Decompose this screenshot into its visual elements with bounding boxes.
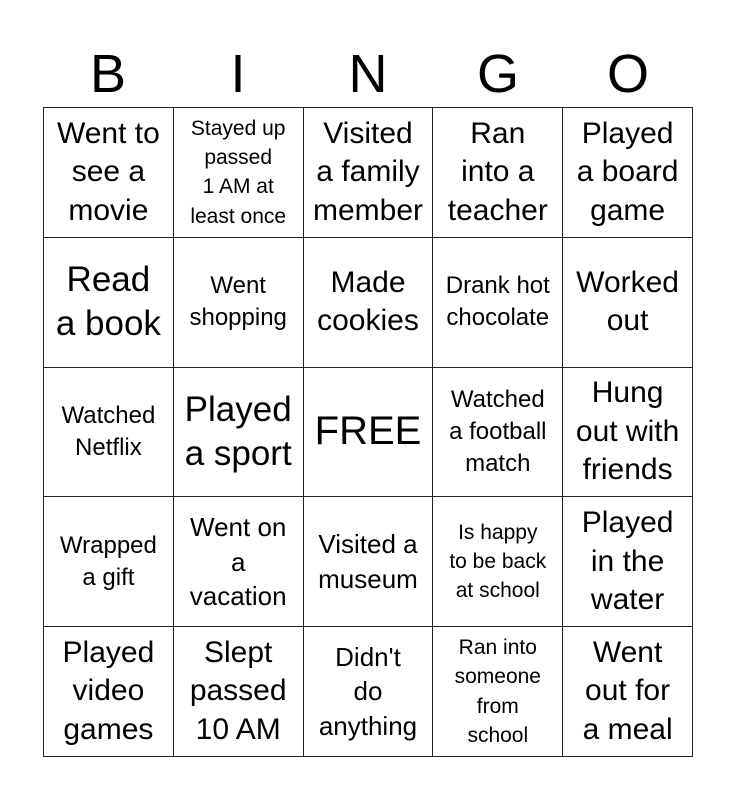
cell-text: Ran into a teacher — [447, 116, 548, 227]
cell-text: Watched a football match — [449, 386, 547, 477]
header-letter-g: G — [476, 44, 519, 104]
bingo-cell[interactable] — [174, 108, 304, 238]
header-letter-o: O — [606, 44, 649, 104]
bingo-cell[interactable] — [433, 108, 563, 238]
cell-text: Worked out — [576, 265, 679, 338]
bingo-cell[interactable] — [174, 368, 304, 498]
bingo-cell[interactable] — [563, 238, 693, 368]
cell-text: Made cookies — [317, 265, 419, 338]
cell-text: Stayed up passed 1 AM at least once — [190, 116, 287, 228]
cell-text: Played video games — [62, 636, 155, 746]
cell-text: Didn't do anything — [318, 641, 418, 741]
bingo-cell[interactable] — [563, 368, 693, 498]
cell-text: Played in the water — [581, 506, 674, 616]
free-space[interactable] — [304, 368, 434, 498]
bingo-cell[interactable] — [44, 368, 174, 498]
cell-text: Wrapped a gift — [59, 531, 157, 591]
bingo-cell[interactable] — [433, 368, 563, 498]
cell-text: Hung out with friends — [575, 376, 680, 487]
cell-text: Played a sport — [184, 389, 292, 473]
cell-text: Is happy to be back at school — [449, 520, 547, 603]
cell-text: Slept passed 10 AM — [189, 636, 287, 746]
cell-text: Went to see a movie — [56, 116, 160, 227]
cell-text: Played a board game — [576, 116, 679, 227]
cell-text: Visited a family member — [312, 116, 423, 227]
bingo-cell[interactable] — [174, 238, 304, 368]
bingo-cell[interactable] — [44, 497, 174, 627]
bingo-cell[interactable] — [433, 497, 563, 627]
cell-text: Drank hot chocolate — [445, 272, 550, 332]
bingo-cell[interactable] — [44, 238, 174, 368]
bingo-cell[interactable] — [304, 497, 434, 627]
bingo-cell[interactable] — [304, 627, 434, 757]
cell-text: Watched Netflix — [61, 402, 156, 461]
bingo-cell[interactable] — [563, 497, 693, 627]
bingo-cell[interactable] — [44, 108, 174, 238]
cell-text: Read a book — [55, 260, 161, 344]
bingo-grid — [43, 107, 693, 757]
bingo-cell[interactable] — [174, 497, 304, 627]
bingo-cell[interactable] — [44, 627, 174, 757]
bingo-cell[interactable] — [563, 108, 693, 238]
bingo-cell[interactable] — [174, 627, 304, 757]
cell-text: Ran into someone from school — [454, 635, 541, 747]
header-letter-b: B — [89, 44, 127, 104]
header-letter-n: N — [348, 44, 388, 104]
header-letter-i: I — [230, 44, 246, 104]
cell-text: Went shopping — [189, 272, 287, 332]
bingo-cell[interactable] — [304, 238, 434, 368]
bingo-cell[interactable] — [563, 627, 693, 757]
bingo-header — [43, 40, 693, 108]
bingo-cell[interactable] — [433, 238, 563, 368]
bingo-cell[interactable] — [304, 108, 434, 238]
cell-text: Visited a museum — [318, 529, 418, 594]
bingo-cell[interactable] — [433, 627, 563, 757]
free-space-label: FREE — [314, 409, 422, 454]
cell-text: Went on a vacation — [189, 511, 287, 612]
cell-text: Went out for a meal — [582, 636, 673, 746]
